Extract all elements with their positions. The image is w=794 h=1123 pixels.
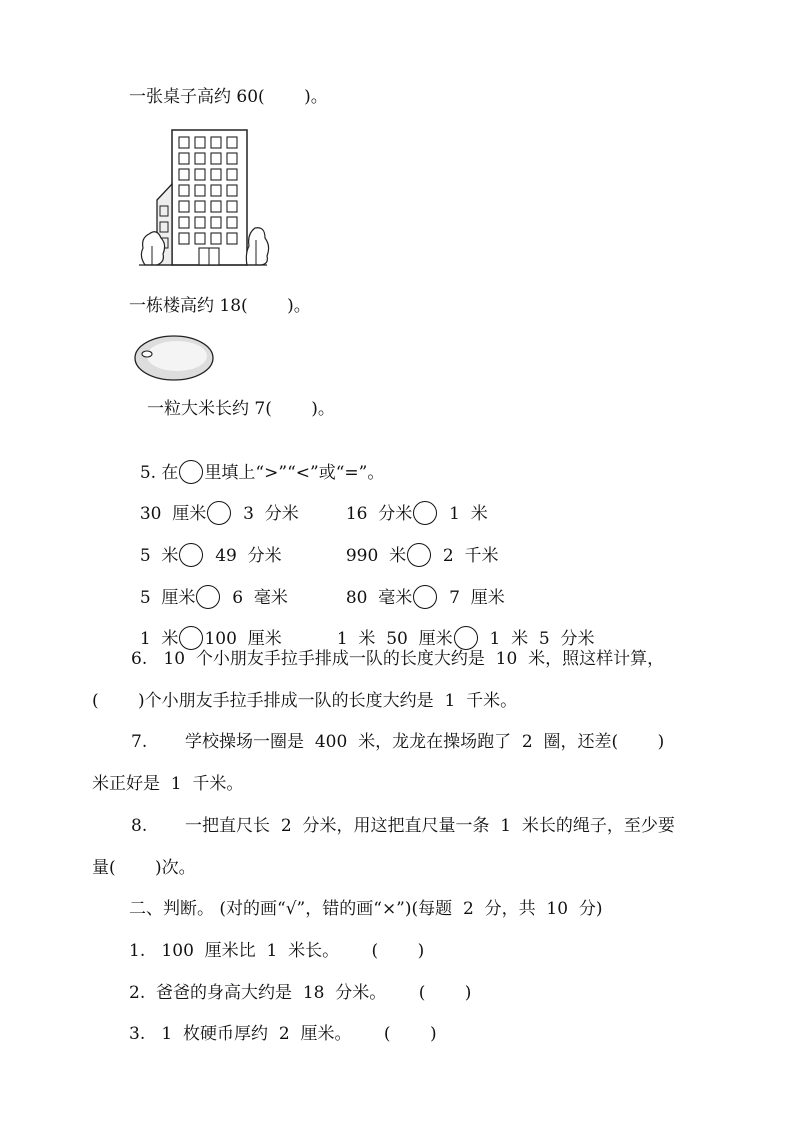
q6-line-2: ( )个小朋友手拉手排成一队的长度大约是 1 千米。 <box>92 691 518 711</box>
compare-circle-5[interactable] <box>196 585 220 609</box>
judge-item-1: 1. 100 厘米比 1 米长。 ( ) <box>129 941 425 961</box>
building-window <box>195 201 205 212</box>
compare-circle-3[interactable] <box>179 543 203 567</box>
building-window <box>195 185 205 196</box>
building-window <box>211 185 221 196</box>
q5-row-1-right: 16 分米 1 米 <box>335 481 488 525</box>
compare-circle-1[interactable] <box>207 501 231 525</box>
building-window <box>211 233 221 244</box>
section-2-heading: 二、判断。 (对的画“√”，错的画“×”)(每题 2 分，共 10 分) <box>129 899 603 919</box>
q7-line-1: 7. 学校操场一圈是 400 米，龙龙在操场跑了 2 圈，还差( ) <box>131 732 665 752</box>
compare-circle-4[interactable] <box>407 543 431 567</box>
q5-row-2: 5 米 49 分米 <box>129 523 282 567</box>
q7-line-2: 米正好是 1 千米。 <box>92 774 244 794</box>
building-window <box>195 153 205 164</box>
desk-height-question: 一张桌子高约 60( )。 <box>129 87 328 107</box>
compare-circle-8[interactable] <box>454 626 478 650</box>
q5-row-4: 1 米 100 厘米 <box>129 606 282 650</box>
building-window <box>179 201 189 212</box>
building-window <box>227 169 237 180</box>
building-window <box>179 153 189 164</box>
building-window <box>195 233 205 244</box>
building-window <box>211 169 221 180</box>
building-window <box>211 153 221 164</box>
building-window <box>211 201 221 212</box>
building-window <box>227 137 237 148</box>
building-window <box>227 201 237 212</box>
rice-grain-illustration <box>133 332 217 384</box>
q5-row-3-right: 80 毫米 7 厘米 <box>335 565 505 609</box>
compare-circle-7[interactable] <box>179 626 203 650</box>
building-window <box>179 233 189 244</box>
q6-line-1: 6. 10 个小朋友手拉手排成一队的长度大约是 10 米，照这样计算， <box>131 649 665 669</box>
compare-circle-6[interactable] <box>413 585 437 609</box>
q5-title: 5. 在 里填上“>”“<”或“=”。 <box>129 440 384 484</box>
building-window <box>211 217 221 228</box>
building-window <box>179 137 189 148</box>
judge-item-3: 3. 1 枚硬币厚约 2 厘米。 ( ) <box>129 1024 437 1044</box>
building-window <box>195 169 205 180</box>
rice-length-question: 一粒大米长约 7( )。 <box>147 399 335 419</box>
building-window <box>179 185 189 196</box>
building-window <box>179 169 189 180</box>
q8-line-2: 量( )次。 <box>92 858 196 878</box>
q5-row-3: 5 厘米 6 毫米 <box>129 565 288 609</box>
building-window <box>227 233 237 244</box>
building-window <box>227 185 237 196</box>
building-height-question: 一栋楼高约 18( )。 <box>129 296 311 316</box>
building-window <box>227 217 237 228</box>
building-window <box>227 153 237 164</box>
judge-item-2: 2. 爸爸的身高大约是 18 分米。 ( ) <box>129 983 472 1003</box>
building-window <box>211 137 221 148</box>
q5-row-2-right: 990 米 2 千米 <box>335 523 499 567</box>
q5-row-1: 30 厘米 3 分米 <box>129 481 299 525</box>
compare-circle-example <box>179 460 203 484</box>
building-window <box>179 217 189 228</box>
building-window <box>195 137 205 148</box>
building-window <box>195 217 205 228</box>
building-illustration <box>137 128 277 268</box>
compare-circle-2[interactable] <box>413 501 437 525</box>
q8-line-1: 8. 一把直尺长 2 分米，用这把直尺量一条 1 米长的绳子，至少要 <box>131 816 675 836</box>
q5-row-4-right: 1 米 50 厘米 1 米 5 分米 <box>326 606 595 650</box>
